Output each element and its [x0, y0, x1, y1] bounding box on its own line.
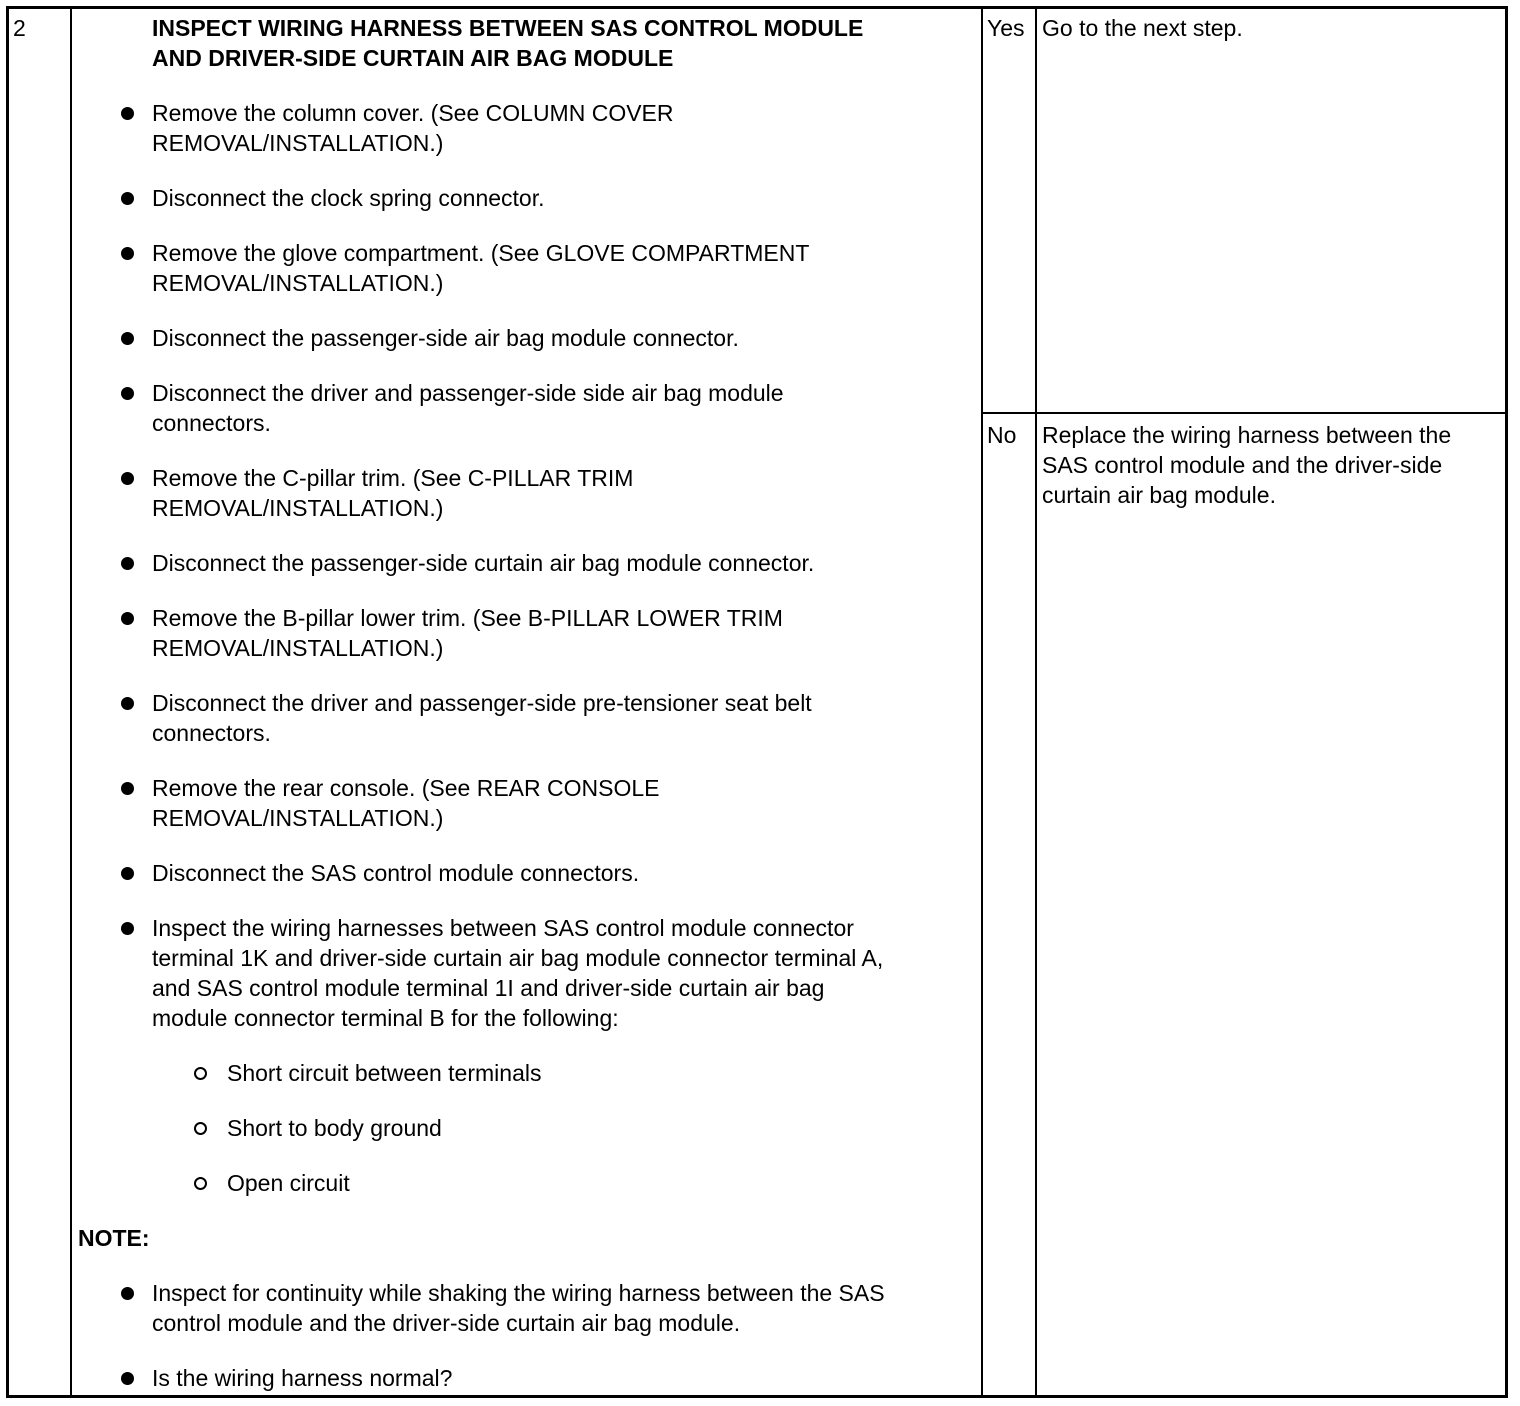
bullet-icon	[121, 1287, 134, 1300]
action-line: REMOVAL/INSTALLATION.)	[152, 805, 444, 831]
action-line: Remove the C-pillar trim. (See C-PILLAR TRIM	[152, 465, 634, 491]
action-line: Disconnect the passenger-side curtain air bag module connector.	[152, 550, 815, 576]
bullet-icon	[121, 697, 134, 710]
bullet-icon	[121, 1372, 134, 1385]
bullet-icon	[121, 557, 134, 570]
result-action-no: Replace the wiring harness between the	[1042, 422, 1452, 448]
sub-item: Short to body ground	[227, 1115, 442, 1141]
action-line: Disconnect the driver and passenger-side side air bag module	[152, 380, 784, 406]
bullet-icon	[121, 612, 134, 625]
column-divider	[1035, 9, 1037, 1395]
bullet-icon	[121, 192, 134, 205]
note-line: Inspect for continuity while shaking the wiring harness between the SAS	[152, 1280, 885, 1306]
bullet-icon	[121, 107, 134, 120]
action-line: Disconnect the SAS control module connectors.	[152, 860, 640, 886]
bullet-icon	[121, 332, 134, 345]
result-answer-no: No	[987, 422, 1017, 448]
row-divider	[981, 412, 1505, 414]
action-line: REMOVAL/INSTALLATION.)	[152, 495, 444, 521]
action-line: connectors.	[152, 410, 271, 436]
action-line: REMOVAL/INSTALLATION.)	[152, 270, 444, 296]
action-line: Inspect the wiring harnesses between SAS control module connector	[152, 915, 854, 941]
step-title-line-2: AND DRIVER-SIDE CURTAIN AIR BAG MODULE	[152, 45, 674, 71]
action-line: Remove the column cover. (See COLUMN COVER	[152, 100, 674, 126]
result-action-yes: Go to the next step.	[1042, 15, 1243, 41]
action-line: Remove the rear console. (See REAR CONSOLE	[152, 775, 660, 801]
note-line: control module and the driver-side curtain air bag module.	[152, 1310, 741, 1336]
note-label: NOTE:	[78, 1225, 150, 1251]
result-answer-yes: Yes	[987, 15, 1025, 41]
action-line: connectors.	[152, 720, 271, 746]
hollow-bullet-icon	[194, 1177, 207, 1190]
bullet-icon	[121, 782, 134, 795]
step-number: 2	[13, 15, 26, 41]
action-line: Disconnect the passenger-side air bag module connector.	[152, 325, 739, 351]
result-action-no: curtain air bag module.	[1042, 482, 1276, 508]
sub-item: Open circuit	[227, 1170, 350, 1196]
action-line: Remove the glove compartment. (See GLOVE COMPARTMENT	[152, 240, 810, 266]
hollow-bullet-icon	[194, 1122, 207, 1135]
result-action-no: SAS control module and the driver-side	[1042, 452, 1443, 478]
action-line: Disconnect the clock spring connector.	[152, 185, 545, 211]
column-divider	[70, 9, 72, 1395]
bullet-icon	[121, 922, 134, 935]
bullet-icon	[121, 387, 134, 400]
column-divider	[981, 9, 983, 1395]
hollow-bullet-icon	[194, 1067, 207, 1080]
sub-item: Short circuit between terminals	[227, 1060, 542, 1086]
action-line: Disconnect the driver and passenger-side pre-tensioner seat belt	[152, 690, 812, 716]
bullet-icon	[121, 472, 134, 485]
step-title-line-1: INSPECT WIRING HARNESS BETWEEN SAS CONTROL MODULE	[152, 15, 864, 41]
note-line: Is the wiring harness normal?	[152, 1365, 453, 1391]
action-line: Remove the B-pillar lower trim. (See B-PILLAR LOWER TRIM	[152, 605, 783, 631]
action-line: REMOVAL/INSTALLATION.)	[152, 130, 444, 156]
action-line: terminal 1K and driver-side curtain air bag module connector terminal A,	[152, 945, 884, 971]
bullet-icon	[121, 867, 134, 880]
bullet-icon	[121, 247, 134, 260]
action-line: and SAS control module terminal 1I and driver-side curtain air bag	[152, 975, 825, 1001]
action-line: module connector terminal B for the following:	[152, 1005, 619, 1031]
action-line: REMOVAL/INSTALLATION.)	[152, 635, 444, 661]
